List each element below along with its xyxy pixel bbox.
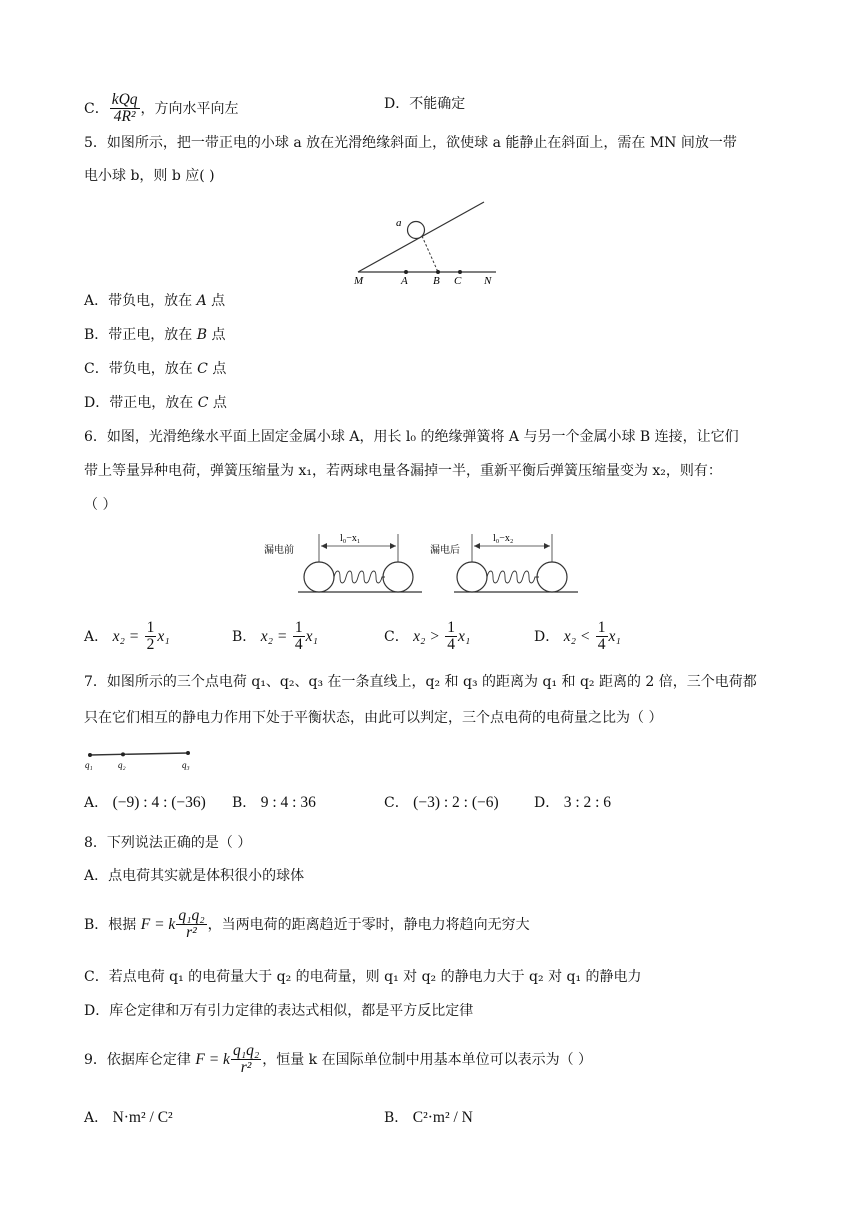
- label-q3: q₃: [182, 760, 190, 770]
- q6-spring-figure: [262, 528, 582, 598]
- label-point-b: B: [433, 275, 440, 287]
- before-dim: l₀−x₁: [340, 533, 361, 544]
- q9-stem: 9．依据库仑定律 F = k $\frac{\text{q₁q₂}}{\text{r²}}$ ，恒量 k 在国际单位制中用基本单位可以表示为（ ）: [84, 1042, 593, 1077]
- label-point-c: C: [454, 275, 462, 287]
- label-point-a: A: [401, 275, 408, 287]
- q7-charge-figure: [84, 748, 204, 772]
- ball-b-before: [383, 562, 413, 592]
- q7-stem-line1: 7．如图所示的三个点电荷 q₁、q₂、q₃ 在一条直线上，q₂ 和 q₃ 的距离为 q₁ 和 q₂ 距离的 2 倍，三个电荷都: [84, 674, 757, 690]
- q5-option-a: A．带负电，放在 A 点: [84, 293, 226, 309]
- q6-stem-line1: 6．如图，光滑绝缘水平面上固定金属小球 A，用长 l₀ 的绝缘弹簧将 A 与另一个金属小球 B 连接，让它们: [84, 429, 739, 445]
- spring-before: [334, 571, 385, 583]
- q7-option-b: B． 9 : 4 : 36: [232, 794, 316, 811]
- ball-a-before: [304, 562, 334, 592]
- q6-stem-line3: （ ）: [84, 497, 117, 513]
- q5-stem-line2: 电小球 b，则 b 应( ): [84, 168, 215, 184]
- point-b-dot: [436, 270, 440, 274]
- ball-b-after: [537, 562, 567, 592]
- before-label: 漏电前: [264, 545, 294, 556]
- ball-a-after: [457, 562, 487, 592]
- ball-a: [408, 222, 425, 239]
- fraction: $\frac{1}{4}$: [447, 619, 455, 654]
- point-c-dot: [458, 270, 462, 274]
- after-dim: l₀−x₂: [493, 533, 514, 544]
- charge-q1-dot: [88, 753, 92, 757]
- q5-option-d: D．带正电，放在 C 点: [84, 395, 227, 411]
- label-q2: q₂: [118, 760, 126, 770]
- q9-option-a: A． N·m² / C²: [84, 1109, 173, 1126]
- q9-option-b: B． C²·m² / N: [384, 1109, 473, 1126]
- q4-option-d: D．不能确定: [384, 96, 466, 112]
- label-a: a: [396, 217, 402, 229]
- q8-option-c: C．若点电荷 q₁ 的电荷量大于 q₂ 的电荷量，则 q₁ 对 q₂ 的静电力大于 q₂ 对 q₁ 的静电力: [84, 969, 642, 985]
- fraction: $\frac{1}{2}$: [146, 619, 155, 654]
- label-n: N: [484, 275, 492, 287]
- q6-option-b: B． x₂ = $\frac{1}{4}$ x₁: [232, 619, 318, 654]
- spring-after: [487, 571, 539, 583]
- q7-stem-line2: 只在它们相互的静电力作用下处于平衡状态，由此可以判定，三个点电荷的电荷量之比为（ ）: [84, 710, 663, 726]
- charge-q3-dot: [186, 751, 190, 755]
- fraction: $\frac{\text{q₁q₂}}{\text{r²}}$: [178, 907, 205, 942]
- q6-option-d: D． x₂ < $\frac{1}{4}$ x₁: [534, 619, 621, 654]
- after-label: 漏电后: [430, 545, 460, 556]
- point-a-dot: [404, 270, 408, 274]
- q6-option-c: C． x₂ > $\frac{1}{4}$ x₁: [384, 619, 471, 654]
- q5-incline-figure: [350, 196, 500, 286]
- q7-option-d: D． 3 : 2 : 6: [534, 794, 612, 811]
- q8-option-d: D．库仑定律和万有引力定律的表达式相似，都是平方反比定律: [84, 1003, 474, 1019]
- q5-option-c: C．带负电，放在 C 点: [84, 361, 227, 377]
- q8-stem: 8．下列说法正确的是（ ）: [84, 835, 252, 851]
- q8-option-a: A．点电荷其实就是体积很小的球体: [84, 868, 305, 884]
- charge-q2-dot: [121, 752, 125, 756]
- fraction: $\frac{\text{q₁q₂}}{\text{r²}}$: [232, 1042, 260, 1077]
- fraction: $\frac{1}{4}$: [597, 619, 606, 654]
- q4-option-c: C． $\frac{\text{kQq}}{\text{4R²}}$ ，方向水平向左: [84, 91, 239, 126]
- fraction: $\frac{\text{kQq}}{\text{4R²}}$: [111, 91, 138, 126]
- q8-option-b: B．根据 F = k $\frac{\text{q₁q₂}}{\text{r²}}$ ，当两电荷的距离趋近于零时，静电力将趋向无穷大: [84, 907, 530, 942]
- q5-stem-line1: 5．如图所示，把一带正电的小球 a 放在光滑绝缘斜面上，欲使球 a 能静止在斜面上，需在 MN 间放一带: [84, 135, 737, 151]
- label-m: M: [354, 275, 364, 287]
- q7-option-c: C． (−3) : 2 : (−6): [384, 794, 499, 811]
- q5-option-b: B．带正电，放在 B 点: [84, 327, 226, 343]
- q7-option-a: A． (−9) : 4 : (−36): [84, 794, 206, 811]
- q6-option-a: A． x₂ = $\frac{1}{2}$ x₁: [84, 619, 170, 654]
- q6-stem-line2: 带上等量异种电荷，弹簧压缩量为 x₁，若两球电量各漏掉一半，重新平衡后弹簧压缩量变为 x₂，则有：: [84, 463, 722, 479]
- fraction: $\frac{1}{4}$: [294, 619, 303, 654]
- label-q1: q₁: [85, 760, 93, 770]
